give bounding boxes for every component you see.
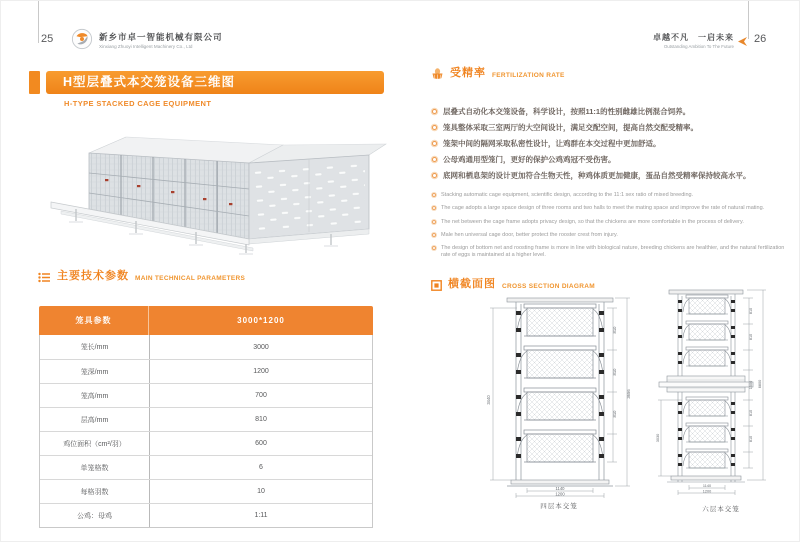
cross-section-diagram-6tier <box>645 284 797 502</box>
row-label: 笼深/mm <box>40 360 150 383</box>
row-label: 笼高/mm <box>40 384 150 407</box>
bullet-ring-icon <box>432 206 436 210</box>
table-header-row <box>39 306 373 335</box>
row-value: 3000 <box>253 343 269 351</box>
row-value: 1200 <box>253 368 269 375</box>
cross-section-header <box>431 275 595 291</box>
arrow-flag-icon <box>737 36 748 47</box>
dim-tier: 810 <box>612 326 617 334</box>
slogan-en: Outstanding Ambition To The Future <box>663 44 734 49</box>
row-label: 鸡位面积（cm²/羽） <box>40 432 150 455</box>
bullet-ring-icon <box>432 125 437 130</box>
dim-width-inner: 1140 <box>702 484 712 488</box>
diagram-label-4tier: 四层本交笼 <box>540 503 578 510</box>
row-label: 公鸡：母鸡 <box>40 504 150 527</box>
row-value: 6 <box>259 464 263 471</box>
bullet-item <box>432 155 794 171</box>
dim-width-inner: 1140 <box>555 486 565 491</box>
cross-section-diagram-4tier <box>477 290 641 498</box>
diagram-label-6tier: 六层本交笼 <box>702 506 740 513</box>
cross-title-cn: 横截面图 <box>448 278 496 290</box>
right-fold-mark <box>748 1 749 39</box>
bullet-text: 底网和栖息架的设计更加符合生物天性，种鸡体质更加健康，蛋品自然受精率保持较高水平。 <box>443 171 751 180</box>
bullet-list-en <box>432 192 790 265</box>
bullet-ring-icon <box>432 233 436 237</box>
square-section-icon <box>431 280 442 291</box>
dim-middle: 1500 <box>749 380 753 390</box>
bullet-item <box>432 123 794 139</box>
row-value: 700 <box>255 392 267 399</box>
bullet-list-cn <box>432 107 794 187</box>
bullet-text: 公母鸡通用型笼门，更好的保护公鸡鸡冠不受伤害。 <box>443 155 616 164</box>
bullet-ring-icon <box>432 157 437 162</box>
bullet-ring-icon <box>432 109 437 114</box>
dim-tier: 810 <box>612 368 617 376</box>
dim-tier: 810 <box>749 435 753 443</box>
bullet-text: 笼架中间的隔网采取私密性设计，让鸡群在本交过程中更加舒适。 <box>443 139 661 148</box>
parameters-table <box>39 306 373 528</box>
fert-title-cn: 受精率 <box>450 67 486 79</box>
bullet-text: Stacking automatic cage equipment, scientific design, according to the 11:1 sex ratio of mixed breeding. <box>441 192 694 198</box>
bullet-text: The cage adopts a large space design of three rooms and two halls to meet the mating space and improve the rate of natural mating. <box>441 205 765 212</box>
bullet-ring-icon <box>432 173 437 178</box>
dim-tier: 810 <box>749 307 753 315</box>
params-section-header <box>38 267 245 283</box>
fertilization-section-header <box>431 64 565 80</box>
bullet-ring-icon <box>432 246 436 250</box>
bullet-ring-icon <box>432 220 436 224</box>
company-name-cn: 新乡市卓一智能机械有限公司 <box>99 32 223 42</box>
params-title-cn: 主要技术参数 <box>57 270 129 282</box>
page-title-en: H-TYPE STACKED CAGE EQUIPMENT <box>64 99 212 108</box>
table-row <box>40 431 372 455</box>
dim-total-height: 6800 <box>758 379 762 389</box>
dim-width-outer: 1200 <box>702 489 712 494</box>
bullet-item <box>432 232 790 239</box>
row-value: 810 <box>255 416 267 423</box>
cross-title-en: CROSS SECTION DIAGRAM <box>502 283 595 290</box>
page-number-right: 26 <box>754 33 767 45</box>
bullet-item <box>432 107 794 123</box>
company-name-en: Xinxiang Zhuoyi Intelligent Machinery Co., Ltd <box>99 44 193 49</box>
company-block <box>99 31 223 49</box>
bullet-item <box>432 219 790 226</box>
egg-basket-icon <box>431 67 444 80</box>
table-row <box>40 407 372 431</box>
bullet-item <box>432 245 790 259</box>
company-logo <box>71 28 93 55</box>
row-label: 每格羽数 <box>40 480 150 503</box>
title-accent-stub <box>29 71 40 94</box>
row-value: 10 <box>257 488 265 495</box>
row-label: 单笼格数 <box>40 456 150 479</box>
bullet-text: The net between the cage frame adopts privacy design, so that the chickens are more comfortable in the process of delivery. <box>441 218 744 225</box>
table-row <box>40 479 372 503</box>
bullet-text: 层叠式自动化本交笼设备，科学设计，按照11:1的性别雌雄比例混合饲养。 <box>443 107 691 116</box>
list-icon <box>38 272 51 283</box>
page-number-left: 25 <box>41 33 54 45</box>
page-title: H型层叠式本交笼设备三维图 <box>46 71 384 94</box>
table-row <box>40 503 372 527</box>
row-value: 1:11 <box>254 512 268 519</box>
bullet-item <box>432 192 790 199</box>
row-label: 笼长/mm <box>40 335 150 359</box>
logo-icon <box>71 28 93 50</box>
table-row <box>40 335 372 359</box>
bullet-ring-icon <box>432 193 436 197</box>
bullet-ring-icon <box>432 141 437 146</box>
bullet-text: 笼具整体采取三室两厅的大空间设计，满足交配空间，提高自然交配受精率。 <box>443 123 698 132</box>
dim-inner-height: 3440 <box>486 395 491 405</box>
params-title-en: MAIN TECHNICAL PARAMETERS <box>135 275 246 282</box>
table-header-label: 笼具参数 <box>39 306 149 335</box>
table-body <box>39 335 373 528</box>
table-row <box>40 383 372 407</box>
dim-lower: 3030 <box>656 433 660 443</box>
fert-title-en: FERTILIZATION RATE <box>492 72 565 79</box>
dim-tier: 810 <box>749 409 753 417</box>
cage-3d-render <box>31 101 406 261</box>
bullet-text: Male hen universal cage door, better protect the rooster crest from injury. <box>441 231 618 238</box>
slogan-cn: 卓越不凡 一启未来 <box>653 33 734 42</box>
table-header-value: 3000*1200 <box>237 316 285 325</box>
dim-tier: 810 <box>749 333 753 341</box>
row-value: 600 <box>255 440 267 447</box>
dim-total-height: 3656 <box>626 389 631 399</box>
slogan-block <box>616 32 734 49</box>
table-row <box>40 359 372 383</box>
table-row <box>40 455 372 479</box>
bullet-text: The design of bottom net and roosting frame is more in line with biological nature, breeding chickens are healthier, and the natural fertilization rate of eggs is maintained at a higher level. <box>441 245 785 258</box>
bullet-item <box>432 139 794 155</box>
bullet-item <box>432 171 794 187</box>
dim-tier: 810 <box>612 410 617 418</box>
bullet-item <box>432 205 790 212</box>
dim-width-outer: 1200 <box>555 491 565 497</box>
row-label: 层高/mm <box>40 408 150 431</box>
left-fold-mark <box>38 1 39 43</box>
